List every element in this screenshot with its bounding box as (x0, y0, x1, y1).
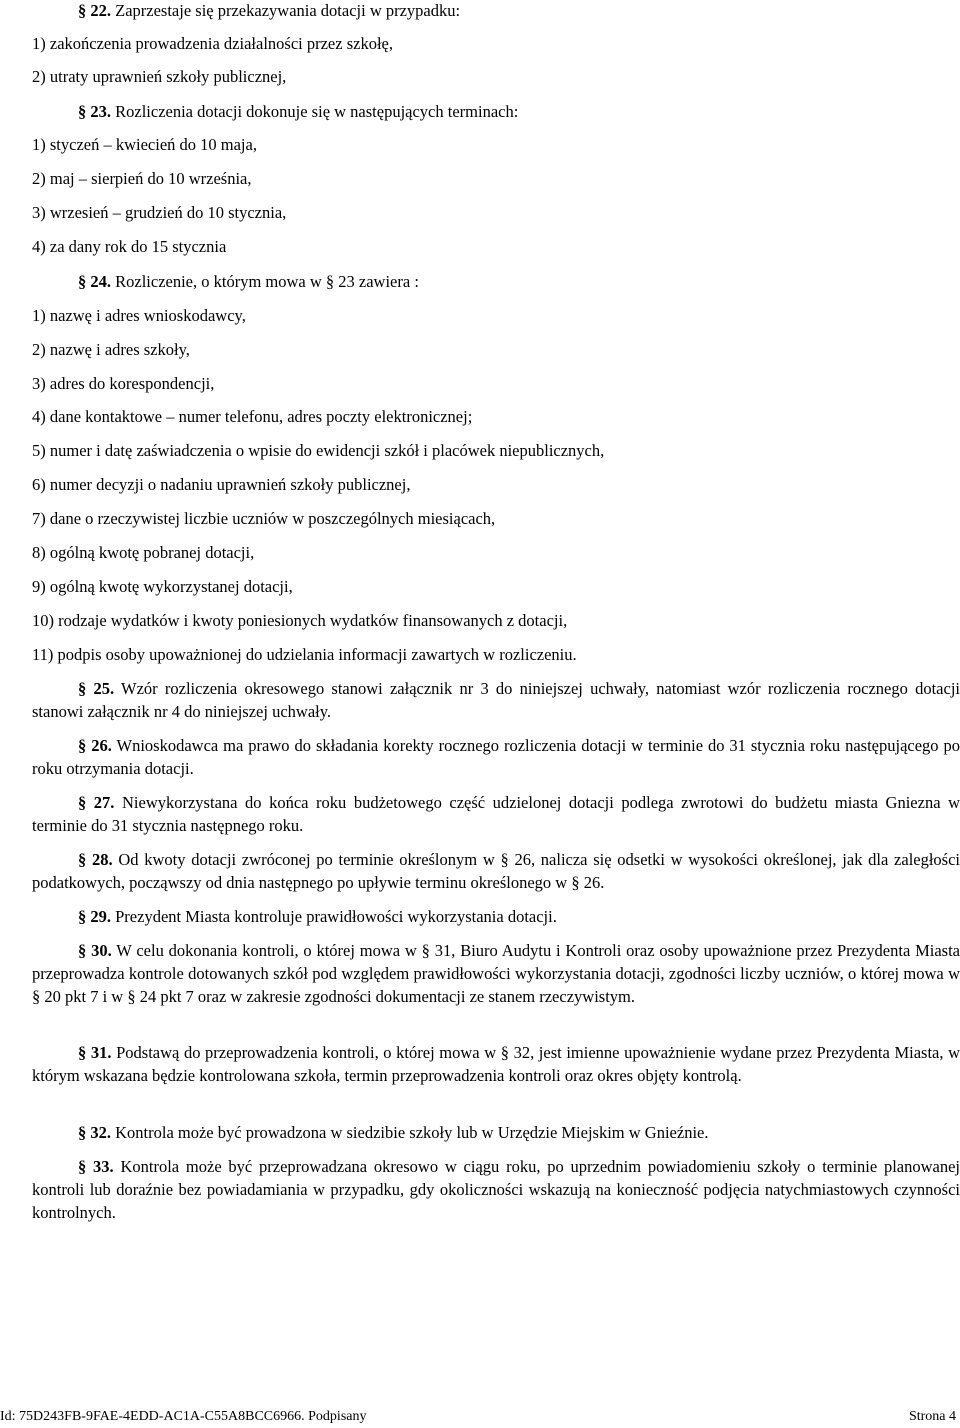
list-item: 9) ogólną kwotę wykorzystanej dotacji, (32, 577, 293, 596)
list-item: 7) dane o rzeczywistej liczbie uczniów w poszczególnych miesiącach, (32, 509, 496, 528)
section-text: Zaprzestaje się przekazywania dotacji w przypadku: (115, 1, 461, 20)
section-32 (32, 1121, 960, 1144)
section-label: § 31. (78, 1043, 112, 1062)
list-item: 1) zakończenia prowadzenia działalności przez szkołę, (32, 34, 393, 53)
section-label: § 24. (78, 272, 111, 291)
section-label: § 29. (78, 907, 111, 926)
section-label: § 30. (78, 941, 112, 960)
section-28 (32, 848, 960, 894)
section-text: Rozliczenia dotacji dokonuje się w następujących terminach: (115, 102, 519, 121)
page-number: Strona 4 (908, 1409, 956, 1424)
section-31 (32, 1041, 960, 1087)
section-24-heading (78, 271, 419, 293)
section-text: Kontrola może być prowadzona w siedzibie szkoły lub w Urzędzie Miejskim w Gnieźnie. (115, 1123, 709, 1142)
section-29 (32, 905, 960, 928)
section-label: § 23. (78, 102, 111, 121)
list-item: 8) ogólną kwotę pobranej dotacji, (32, 543, 255, 562)
section-label: § 27. (78, 793, 115, 812)
section-text: Wzór rozliczenia okresowego stanowi załącznik nr 3 do niniejszej uchwały, natomiast wzór rozliczenia rocznego dotacji stanowi załącznik nr 4 do niniejszej uchwały. (32, 679, 960, 721)
section-label: § 26. (78, 736, 112, 755)
section-text: Wnioskodawca ma prawo do składania korekty rocznego rozliczenia dotacji w terminie do 31 stycznia roku następującego po roku otrzymania dotacji. (32, 736, 960, 778)
section-text: Rozliczenie, o którym mowa w § 23 zawiera : (115, 272, 419, 291)
section-text: Prezydent Miasta kontroluje prawidłowości wykorzystania dotacji. (115, 907, 557, 926)
section-26 (32, 734, 960, 780)
list-item: 3) adres do korespondencji, (32, 374, 215, 393)
section-25 (32, 677, 960, 723)
list-item: 3) wrzesień – grudzień do 10 stycznia, (32, 203, 287, 222)
section-label: § 25. (78, 679, 115, 698)
section-text: Niewykorzystana do końca roku budżetowego część udzielonej dotacji podlega zwrotowi do budżetu miasta Gniezna w terminie do 31 stycznia następnego roku. (32, 793, 960, 835)
section-text: Kontrola może być przeprowadzana okresowo w ciągu roku, po uprzednim powiadomieniu szkoły o terminie planowanej kontroli lub doraźnie bez powiadamiania w przypadku, gdy okoliczności wskazują na konieczność podjęcia natychmiastowych czynności kontrolnych. (32, 1157, 960, 1222)
list-item: 11) podpis osoby upoważnionej do udzielania informacji zawartych w rozliczeniu. (32, 645, 577, 664)
list-item: 6) numer decyzji o nadaniu uprawnień szkoły publicznej, (32, 475, 411, 494)
list-item: 1) nazwę i adres wnioskodawcy, (32, 306, 246, 325)
list-item: 2) nazwę i adres szkoły, (32, 340, 190, 359)
list-item: 5) numer i datę zaświadczenia o wpisie do ewidencji szkół i placówek niepublicznych, (32, 441, 605, 460)
section-label: § 33. (78, 1157, 114, 1176)
section-text: Podstawą do przeprowadzenia kontroli, o której mowa w § 32, jest imienne upoważnienie wydane przez Prezydenta Miasta, w którym wskazana będzie kontrolowana szkoła, termin przeprowadzenia kontroli oraz okres objęty kontrolą. (32, 1043, 960, 1085)
section-30 (32, 939, 960, 1008)
list-item: 10) rodzaje wydatków i kwoty poniesionych wydatków finansowanych z dotacji, (32, 611, 568, 630)
list-item: 4) za dany rok do 15 stycznia (32, 237, 227, 256)
section-text: W celu dokonania kontroli, o której mowa w § 31, Biuro Audytu i Kontroli oraz osoby upoważnione przez Prezydenta Miasta przeprowadza kontrole dotowanych szkół pod względem prawidłowości wykorzystania dotacji, zgodności liczby uczniów, o której mowa w § 20 pkt 7 i w § 24 pkt 7 oraz w zakresie zgodności dokumentacji ze stanem rzeczywistym. (32, 941, 960, 1006)
section-text: Od kwoty dotacji zwróconej po terminie określonym w § 26, nalicza się odsetki w wysokości określonej, jak dla zaległości podatkowych, począwszy od dnia następnego po upływie terminu określonego w § 26. (32, 850, 960, 892)
section-27 (32, 791, 960, 837)
section-33 (32, 1155, 960, 1224)
list-item: 4) dane kontaktowe – numer telefonu, adres poczty elektronicznej; (32, 407, 473, 426)
list-item: 1) styczeń – kwiecień do 10 maja, (32, 135, 257, 154)
section-22-heading (78, 0, 460, 22)
section-label: § 32. (78, 1123, 111, 1142)
section-label: § 28. (78, 850, 113, 869)
section-23-heading (78, 101, 518, 123)
section-label: § 22. (78, 1, 111, 20)
list-item: 2) maj – sierpień do 10 września, (32, 169, 252, 188)
document-id: Id: 75D243FB-9FAE-4EDD-AC1A-C55A8BCC6966. Podpisany (0, 1409, 367, 1424)
list-item: 2) utraty uprawnień szkoły publicznej, (32, 67, 287, 86)
